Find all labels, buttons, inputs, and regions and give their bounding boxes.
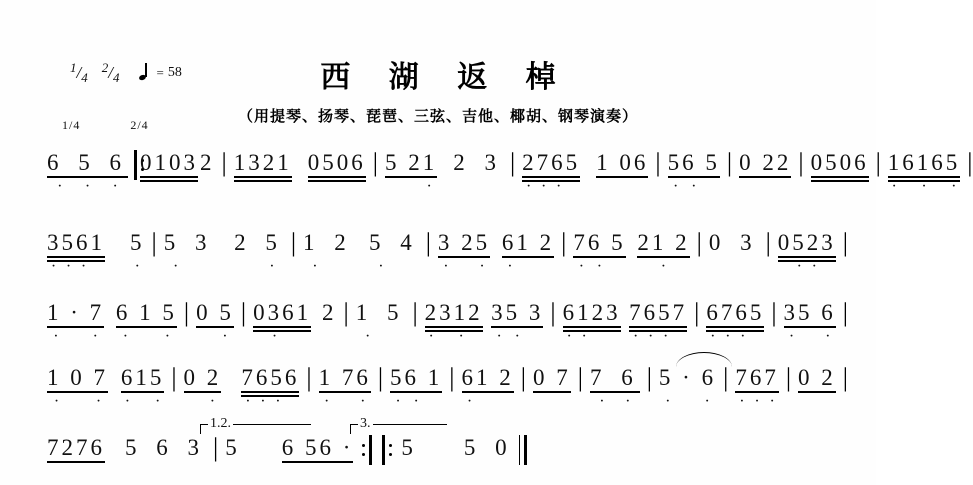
measure-5 bbox=[521, 150, 649, 176]
stave-line-2 bbox=[46, 230, 854, 256]
measure-49 bbox=[281, 435, 355, 461]
note-group: 3561 · · · bbox=[46, 230, 106, 256]
note-group: 0 22 bbox=[739, 150, 792, 175]
note-group: 5 · 6 · · bbox=[658, 365, 717, 391]
octave-dots-low bbox=[115, 334, 178, 340]
measure-38 bbox=[318, 365, 372, 391]
meter-label-second: 2/4 bbox=[130, 118, 149, 132]
octave-dots-low bbox=[46, 264, 106, 270]
note-group: 61 2 · bbox=[501, 230, 555, 256]
measure-36 bbox=[183, 365, 223, 391]
barline: | bbox=[655, 148, 661, 177]
measure-37 bbox=[240, 365, 300, 391]
measure-42 bbox=[589, 365, 641, 391]
measure-50 bbox=[400, 435, 417, 461]
measure-35 bbox=[120, 365, 166, 391]
note-group: 0506 bbox=[810, 150, 869, 175]
barline: | bbox=[171, 363, 177, 392]
measure-18 bbox=[572, 230, 626, 256]
note-group: 2 5 · bbox=[233, 230, 285, 256]
octave-dots-low bbox=[636, 264, 690, 270]
barline: | bbox=[798, 148, 804, 177]
note-group: 0523 · · bbox=[777, 230, 837, 256]
tempo-equals: = bbox=[156, 65, 164, 80]
octave-dots-low bbox=[384, 184, 438, 190]
barline: | bbox=[520, 363, 526, 392]
note-group: 6 5 6 · · · bbox=[46, 150, 129, 176]
measure-26 bbox=[321, 300, 338, 326]
meter-label-first: 1/4 bbox=[62, 118, 81, 132]
note-group: 5 bbox=[225, 435, 240, 460]
octave-dots-low bbox=[501, 264, 555, 270]
measure-40 bbox=[461, 365, 515, 391]
octave-dots-low bbox=[490, 334, 544, 340]
measure-3 bbox=[233, 150, 367, 176]
octave-dots-low bbox=[777, 264, 837, 270]
octave-dots-low bbox=[195, 334, 235, 340]
note-group: 5 bbox=[401, 435, 416, 460]
octave-dots-low bbox=[628, 334, 688, 340]
note-group: 1 0 7 · · bbox=[46, 365, 109, 391]
measure-6 bbox=[667, 150, 721, 176]
stave-line-4 bbox=[46, 365, 854, 391]
barline: | bbox=[696, 228, 702, 257]
measure-51 bbox=[463, 435, 515, 461]
volta-label-2: 3. bbox=[360, 416, 371, 431]
note-group: 16165 · · · bbox=[887, 150, 962, 176]
octave-dots-low bbox=[887, 184, 962, 190]
barline: | bbox=[221, 148, 227, 177]
measure-14 bbox=[302, 230, 354, 256]
note-group: 1 2 · bbox=[302, 230, 354, 256]
meter-secondary: 2/4 bbox=[101, 60, 120, 85]
octave-dots-low bbox=[368, 264, 420, 270]
measure-27 bbox=[355, 300, 407, 326]
note-group: 0103 bbox=[140, 150, 198, 175]
stave-line-1 bbox=[46, 148, 973, 180]
barline: | bbox=[306, 363, 312, 392]
note-group: 0 5 · bbox=[195, 300, 235, 326]
octave-dots-low bbox=[705, 334, 765, 340]
repeat-start-sign-2 bbox=[382, 435, 395, 465]
octave-dots-low bbox=[461, 399, 515, 405]
note-group: 6123 · · bbox=[562, 300, 622, 326]
measure-2 bbox=[199, 150, 216, 176]
barline: | bbox=[240, 298, 247, 327]
note-group: 5 · bbox=[129, 230, 146, 256]
barline: | bbox=[842, 298, 849, 327]
measure-43 bbox=[658, 365, 717, 391]
note-group: 1 5 · bbox=[355, 300, 407, 326]
note-group: 2765 · · · bbox=[521, 150, 581, 176]
page-subtitle: （用提琴、扬琴、琵琶、三弦、吉他、椰胡、钢琴演奏） bbox=[237, 107, 638, 125]
barline: | bbox=[646, 363, 652, 392]
note-group: 35 6 · · bbox=[783, 300, 837, 326]
note-group: 0506 bbox=[307, 150, 366, 175]
note-group: 1 06 bbox=[596, 150, 649, 175]
barline: | bbox=[577, 363, 583, 392]
repeat-end-sign bbox=[359, 435, 372, 465]
octave-dots-low bbox=[572, 264, 626, 270]
measure-30 bbox=[562, 300, 622, 326]
tempo-bpm: 58 bbox=[167, 65, 182, 80]
measure-7 bbox=[738, 150, 792, 176]
octave-dots-low bbox=[437, 264, 491, 270]
note-group: 1 76 · · bbox=[318, 365, 372, 391]
octave-dots-low bbox=[240, 399, 300, 405]
barline: | bbox=[449, 363, 455, 392]
octave-dots-low bbox=[562, 334, 622, 340]
meter-labels bbox=[62, 118, 149, 133]
measure-16 bbox=[437, 230, 491, 256]
note-group: 7276 bbox=[47, 435, 105, 460]
measure-29 bbox=[490, 300, 544, 326]
volta-label-1: 1.2. bbox=[210, 416, 231, 431]
note-group: 0361 · bbox=[252, 300, 312, 326]
note-group: 1 · 7 · · bbox=[46, 300, 105, 326]
measure-33 bbox=[783, 300, 837, 326]
octave-dots-low bbox=[46, 399, 109, 405]
measure-32 bbox=[705, 300, 765, 326]
note-group: 7657 · · · bbox=[628, 300, 688, 326]
octave-dots-low bbox=[318, 399, 372, 405]
barline: | bbox=[842, 228, 848, 257]
note-group: 0 3 bbox=[708, 230, 759, 255]
octave-dots-low bbox=[667, 184, 721, 190]
measure-4 bbox=[384, 150, 504, 176]
note-group: 35 3 · · bbox=[490, 300, 544, 326]
measure-12 bbox=[163, 230, 215, 256]
barline: | bbox=[343, 298, 349, 327]
measure-15 bbox=[368, 230, 420, 256]
barline: | bbox=[377, 363, 384, 392]
octave-dots-low bbox=[46, 184, 129, 190]
measure-10 bbox=[46, 230, 106, 256]
note-group: 5 3 · bbox=[163, 230, 215, 256]
octave-dots-low bbox=[183, 399, 223, 405]
page-title: 西 湖 返 棹 bbox=[320, 60, 570, 95]
slur-arc bbox=[676, 352, 732, 367]
measure-47 bbox=[124, 435, 207, 461]
measure-31 bbox=[628, 300, 688, 326]
meter-primary: 1/4 bbox=[70, 60, 88, 85]
measure-1 bbox=[139, 150, 199, 176]
octave-dots-low bbox=[424, 334, 484, 340]
note-group: 2312 · · bbox=[424, 300, 484, 326]
octave-dots-low bbox=[233, 264, 285, 270]
barline: | bbox=[509, 148, 516, 177]
note-group: 76 5 · · bbox=[572, 230, 626, 256]
note-group: 56 1 · · bbox=[389, 365, 443, 391]
barline: | bbox=[726, 148, 733, 177]
note-group: 5 0 bbox=[463, 435, 514, 460]
measure-22 bbox=[46, 300, 105, 326]
measure-11 bbox=[129, 230, 146, 256]
note-group: 21 2 · bbox=[636, 230, 690, 256]
stave-line-3 bbox=[46, 300, 854, 326]
barline: | bbox=[151, 228, 157, 257]
measure-39 bbox=[389, 365, 443, 391]
barline: | bbox=[550, 298, 556, 327]
measure-46 bbox=[46, 435, 106, 461]
measure-20 bbox=[708, 230, 760, 256]
measure-13 bbox=[233, 230, 285, 256]
pickup-group bbox=[46, 150, 129, 176]
note-group: 2 bbox=[321, 300, 337, 325]
octave-dots-low bbox=[589, 399, 641, 405]
note-group: 1321 bbox=[233, 150, 292, 175]
measure-41 bbox=[532, 365, 572, 391]
barline: | bbox=[290, 228, 297, 257]
measure-8 bbox=[810, 150, 870, 176]
note-group: 6 1 5 · · bbox=[115, 300, 178, 326]
measure-44 bbox=[734, 365, 780, 391]
note-group: 6 56 · bbox=[281, 435, 354, 460]
octave-dots-low bbox=[658, 399, 717, 405]
measure-25 bbox=[252, 300, 312, 326]
octave-dots-low bbox=[252, 334, 312, 340]
measure-9 bbox=[887, 150, 962, 176]
note-group: 0 2 bbox=[798, 365, 836, 390]
stave-line-5 bbox=[46, 435, 854, 465]
note-group: 7 6 · · bbox=[589, 365, 641, 391]
barline: | bbox=[372, 148, 378, 177]
barline: | bbox=[967, 148, 973, 177]
note-group: 5 4 · bbox=[368, 230, 420, 256]
octave-dots-low bbox=[734, 399, 780, 405]
barline: | bbox=[723, 363, 729, 392]
barline: | bbox=[842, 363, 848, 392]
note-group: 767 · · · bbox=[734, 365, 780, 391]
note-group: 56 5 · · bbox=[667, 150, 721, 176]
measure-17 bbox=[501, 230, 555, 256]
note-group: 0 2 · bbox=[183, 365, 223, 391]
octave-dots-low bbox=[46, 334, 105, 340]
octave-dots-low bbox=[389, 399, 443, 405]
note-group: 0 7 bbox=[532, 365, 571, 390]
measure-28 bbox=[424, 300, 484, 326]
measure-45 bbox=[797, 365, 837, 391]
barline: | bbox=[771, 298, 777, 327]
measure-21 bbox=[777, 230, 837, 256]
octave-dots-low bbox=[129, 264, 146, 270]
octave-dots-low bbox=[120, 399, 166, 405]
octave-dots-low bbox=[163, 264, 215, 270]
note-group: 6765 · · · bbox=[705, 300, 765, 326]
measure-48 bbox=[224, 435, 241, 461]
note-group: 3 25 · · bbox=[437, 230, 491, 256]
note-group: 5 21 · bbox=[384, 150, 438, 176]
barline: | bbox=[694, 298, 700, 327]
measure-34 bbox=[46, 365, 109, 391]
note-group: 2 bbox=[200, 150, 215, 175]
barline: | bbox=[875, 148, 881, 177]
barline: | bbox=[765, 228, 771, 257]
measure-24 bbox=[195, 300, 235, 326]
note-group: 61 2 · bbox=[461, 365, 515, 391]
octave-dots-low bbox=[521, 184, 581, 190]
barline: | bbox=[183, 298, 190, 327]
measure-19 bbox=[636, 230, 690, 256]
barline: | bbox=[213, 433, 219, 462]
measure-23 bbox=[115, 300, 178, 326]
barline: | bbox=[425, 228, 431, 257]
final-barline bbox=[519, 435, 529, 465]
barline: | bbox=[561, 228, 567, 257]
octave-dots-low bbox=[783, 334, 837, 340]
barline: | bbox=[412, 298, 418, 327]
octave-dots-low bbox=[302, 264, 354, 270]
note-group: 615 · · bbox=[120, 365, 166, 391]
octave-dots-low bbox=[355, 334, 407, 340]
note-group: 2 3 bbox=[453, 150, 503, 175]
barline: | bbox=[785, 363, 792, 392]
note-group: 7656 · · · bbox=[240, 365, 300, 391]
note-group: 5 6 3 bbox=[125, 435, 206, 460]
